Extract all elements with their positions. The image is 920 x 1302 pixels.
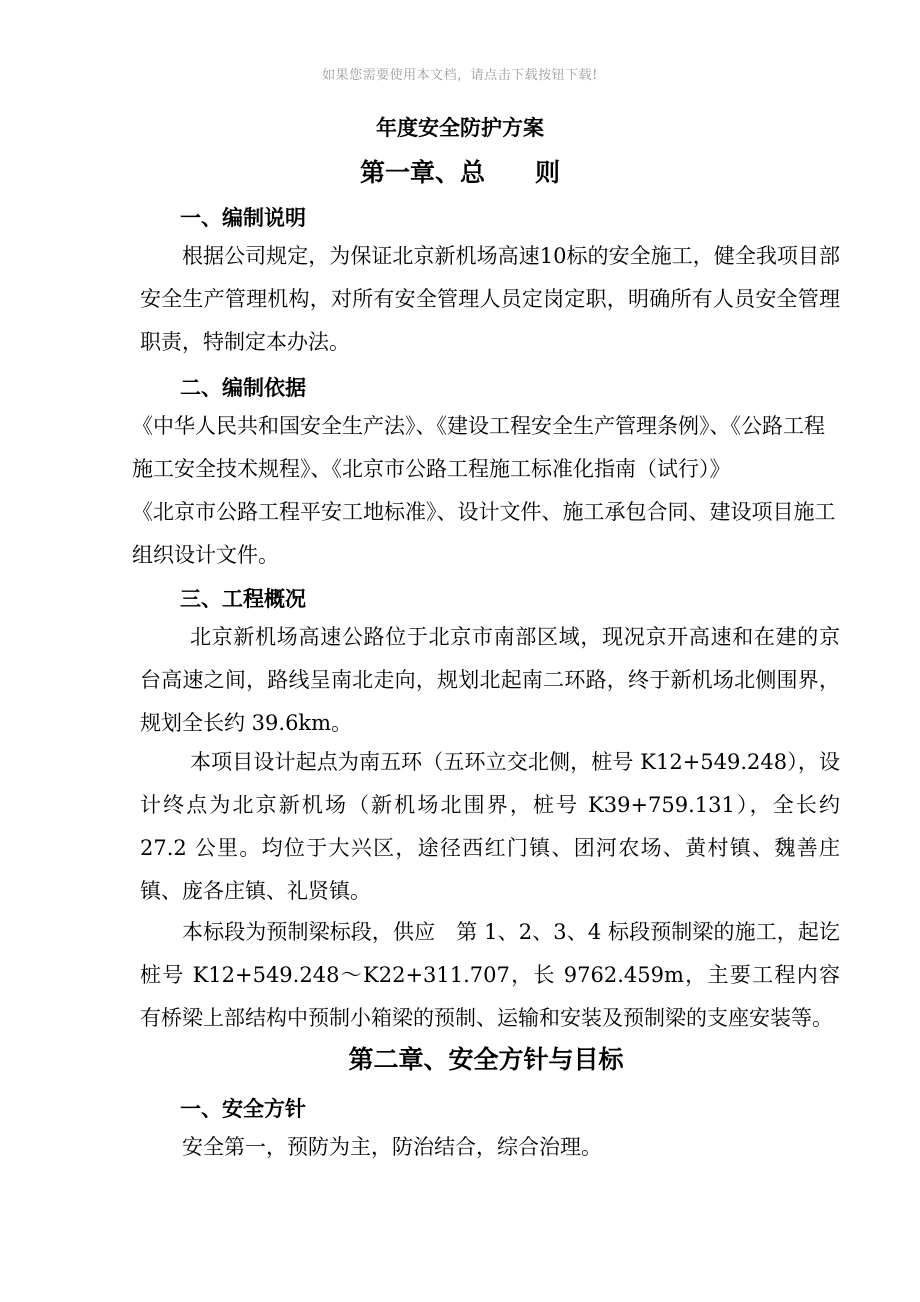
compilation-basis-text-2: 《北京市公路工程平安工地标准》、设计文件、施工承包合同、建设项目施工组织设计文件。 (132, 500, 836, 567)
compilation-notes-text: 根据公司规定，为保证北京新机场高速10标的安全施工，健全我项目部安全生产管理机构，对所有安全管理人员定岗定职，明确所有人员安全管理职责，特制定本办法。 (140, 244, 840, 354)
document-title: 年度安全防护方案 (376, 116, 544, 140)
section-heading-safety-policy: 一、安全方针 (180, 1097, 306, 1121)
download-notice: 如果您需要使用本文档，请点击下载按钮下载! (322, 68, 598, 83)
chapter-2-title: 第二章、安全方针与目标 (348, 1045, 624, 1074)
project-overview-para-3: 本标段为预制梁标段，供应 第 1、2、3、4 标段预制梁的施工，起讫桩号 K12+549.248～K22+311.707，长 9762.459m，主要工程内容有桥梁上部结构中预制小箱梁的预制、运输和安装及预制梁的支座安装等。 (140, 920, 840, 1030)
section-heading-compilation-basis: 二、编制依据 (180, 376, 306, 400)
compilation-basis-text-1: 《中华人民共和国安全生产法》、《建设工程安全生产管理条例》、《公路工程施工安全技术规程》、《北京市公路工程施工标准化指南（试行）》 (132, 414, 825, 481)
safety-policy-text: 安全第一，预防为主，防治结合，综合治理。 (182, 1135, 602, 1159)
project-overview-para-1: 北京新机场高速公路位于北京市南部区域，现况京开高速和在建的京台高速之间，路线呈南北走向，规划北起南二环路，终于新机场北侧围界，规划全长约 39.6km。 (140, 625, 840, 735)
chapter-1-title: 第一章、总 则 (359, 158, 560, 187)
project-overview-para-2: 本项目设计起点为南五环（五环立交北侧，桩号 K12+549.248），设计终点为北京新机场（新机场北围界，桩号 K39+759.131），全长约 27.2 公里。均位于大兴区，途径西红门镇、团河农场、黄村镇、魏善庄镇、庞各庄镇、礼贤镇。 (140, 750, 840, 903)
section-heading-project-overview: 三、工程概况 (180, 587, 306, 611)
section-heading-compilation-notes: 一、编制说明 (180, 206, 306, 230)
